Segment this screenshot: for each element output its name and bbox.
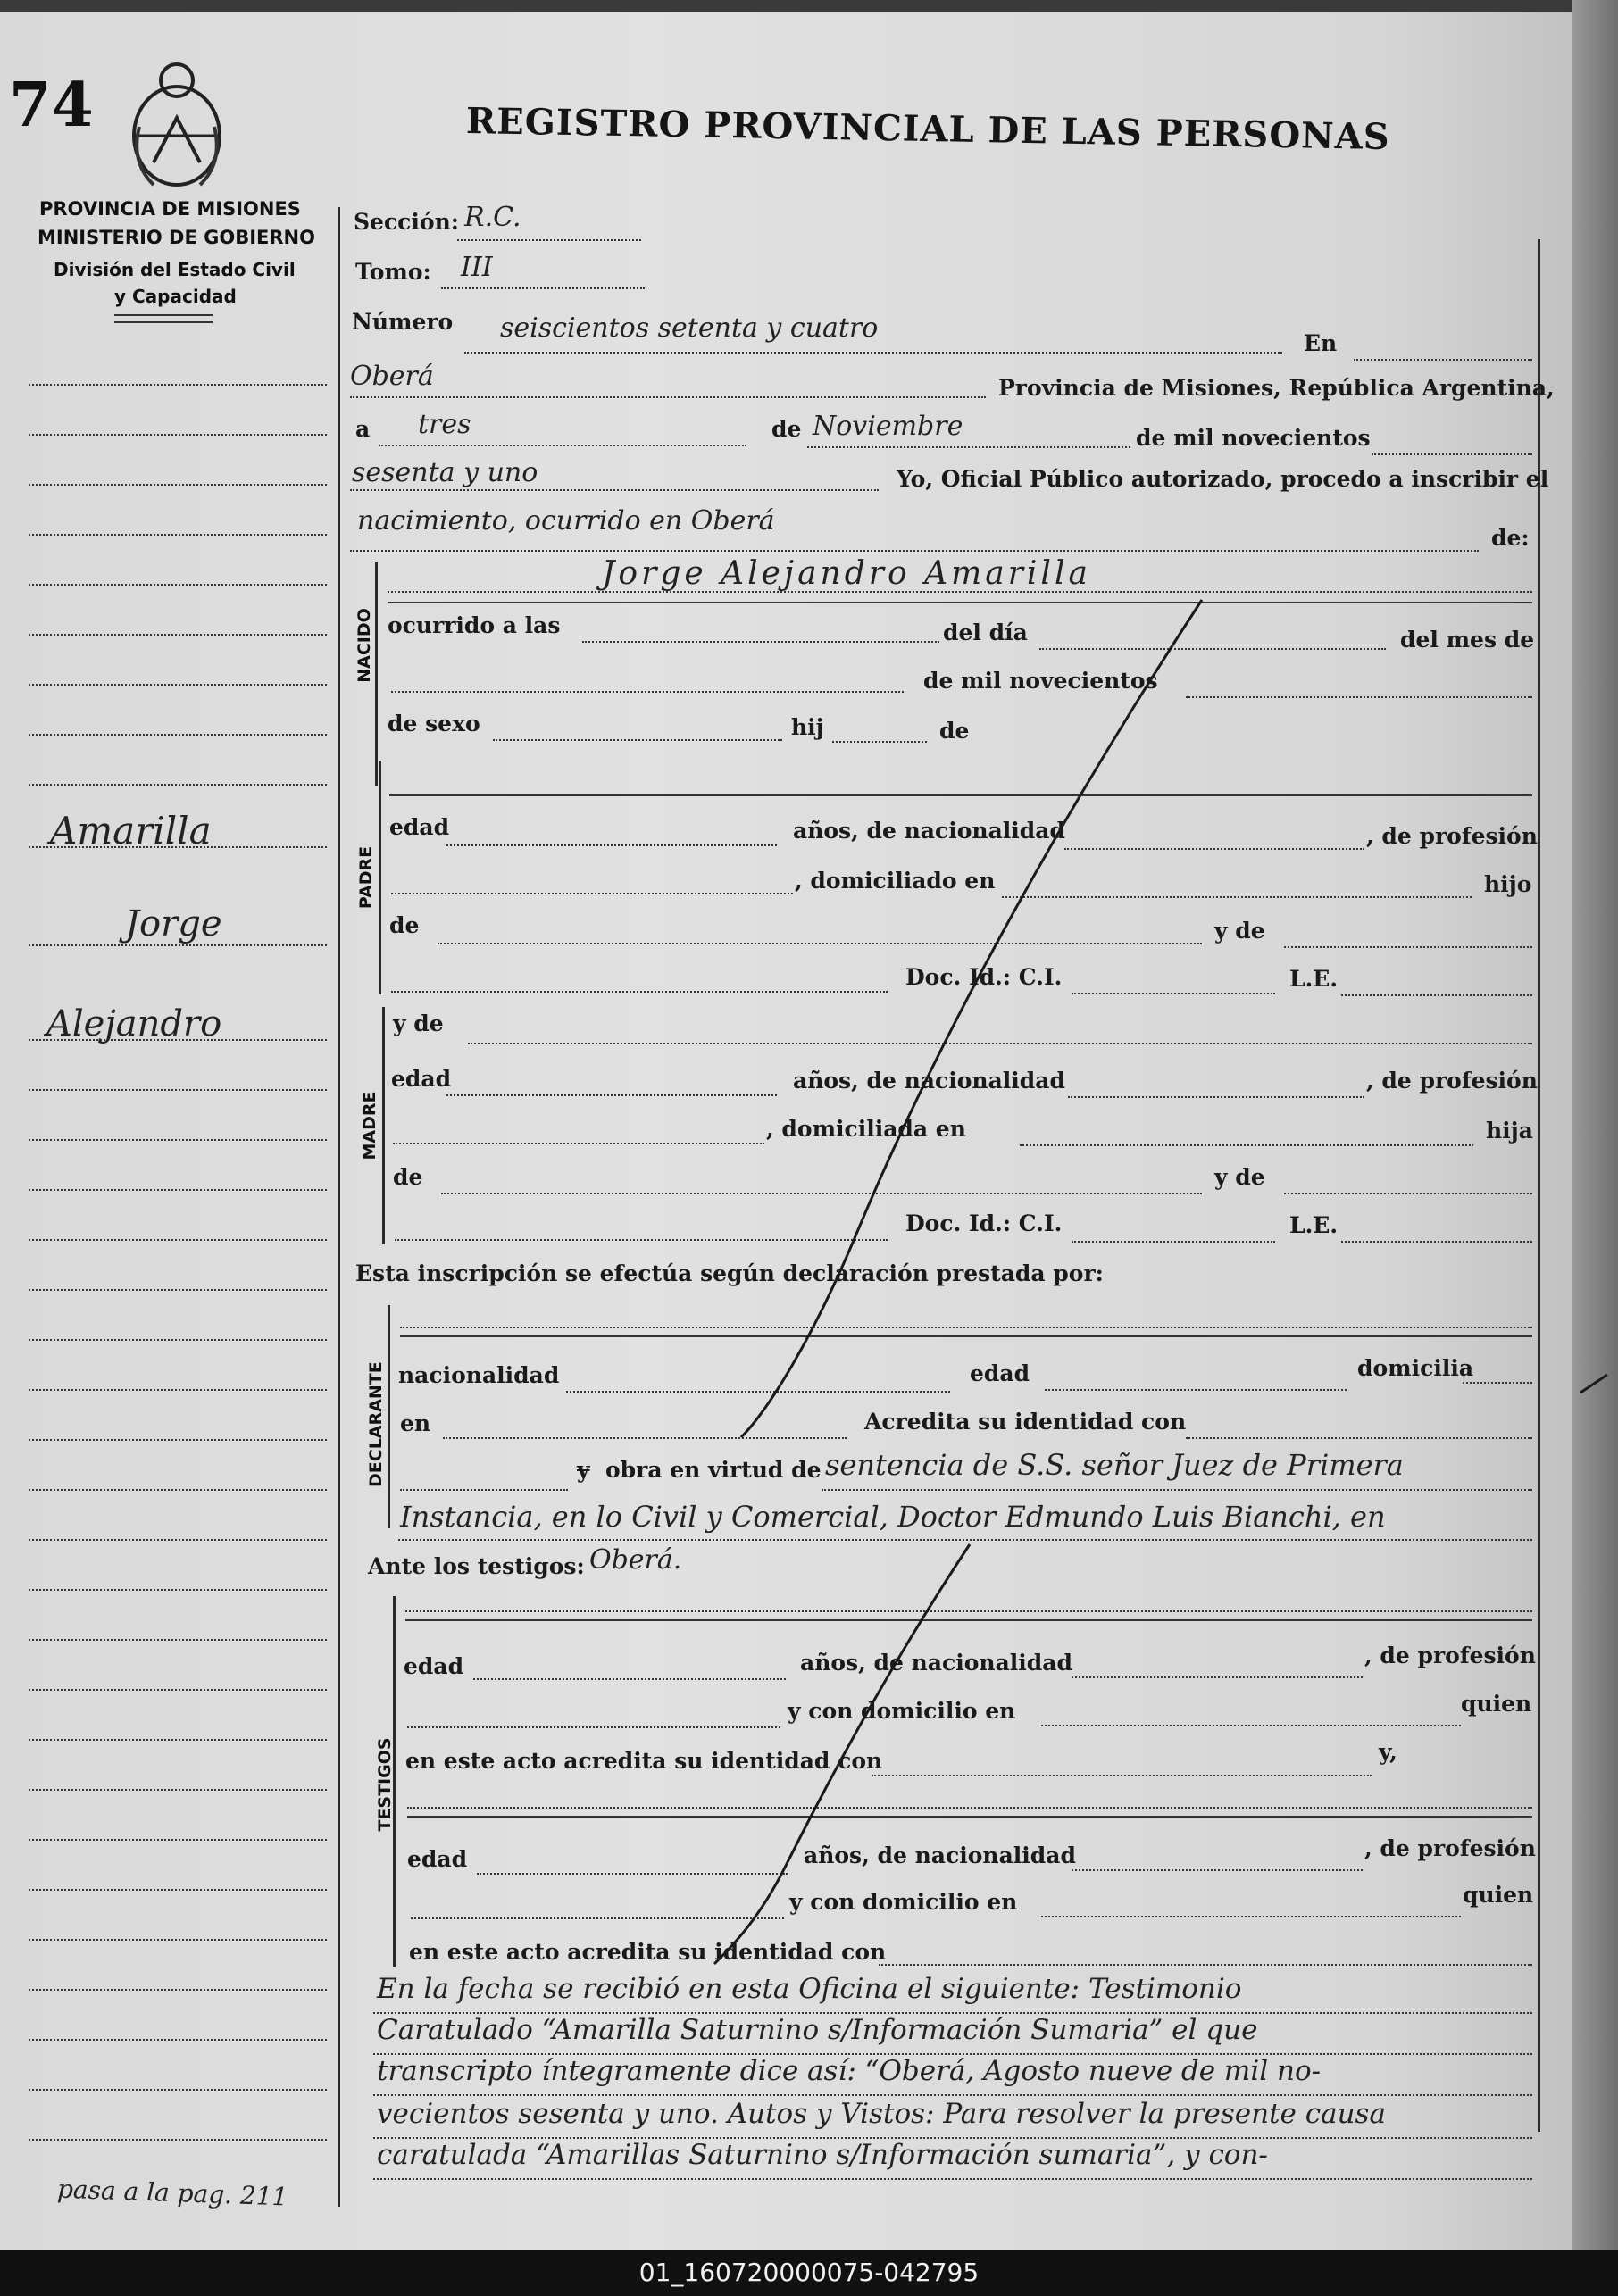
oficial-text: Yo, Oficial Público autorizado, procedo a inscribir el [897,466,1549,492]
seccion-value: R.C. [464,202,521,233]
testigo1-quien-text: quien [1461,1691,1532,1717]
hij-text: hij [791,714,824,740]
declarante-edad-text: edad [970,1360,1030,1386]
padre-hijo-text: hijo [1484,871,1532,897]
testigo1-anos-nac-text: años, de nacionalidad [800,1650,1072,1676]
madre-y-de-text: y de [393,1011,444,1036]
testigo1-edad-text: edad [404,1653,464,1679]
padre-domiciliado-text: , domiciliado en [795,868,996,894]
year-value: sesenta y uno [352,457,538,488]
nacido-de-text: de [939,718,970,744]
madre-doc-text: Doc. Id.: C.I. [905,1210,1063,1236]
testigo2-y-con-text: y con domicilio en [789,1889,1018,1915]
a-label: a [355,416,371,442]
testigos-section-label: TESTIGOS [375,1737,395,1832]
madre-hija-text: hija [1486,1118,1533,1144]
ante-value: Oberá. [589,1544,682,1576]
month-value: Noviembre [813,411,963,442]
del-mes-text: del mes de [1400,627,1535,653]
del-dia-text: del día [943,620,1028,645]
registrant-name: Jorge Alejandro Amarilla [602,555,1091,592]
numero-label: Número [352,309,454,335]
note-line-3: transcripto íntegramente dice así: “Oberá, Agosto nueve de mil no- [377,2055,1322,2087]
madre-section-label: MADRE [360,1091,379,1160]
ante-text: Ante los testigos: [368,1553,585,1579]
seccion-label: Sección: [354,209,459,235]
madre-profesion-text: , de profesión [1366,1068,1538,1094]
place-value: Oberá [350,361,434,392]
padre-de-text: de [389,912,420,938]
provincia-text: Provincia de Misiones, República Argentina, [998,375,1555,401]
sidebar-surname: Amarilla [50,809,212,853]
ocurrido-text: ocurrido a las [388,612,561,638]
agency-line-3: División del Estado Civil [54,259,296,280]
tomo-label: Tomo: [355,259,431,285]
testigo1-y-text: y, [1379,1739,1397,1765]
madre-domiciliada-text: , domiciliada en [766,1116,966,1142]
padre-section-label: PADRE [356,845,376,910]
declaracion-text: Esta inscripción se efectúa según declaración prestada por: [355,1260,1104,1286]
testigo2-profesion-text: , de profesión [1364,1835,1536,1861]
declarante-nacionalidad-text: nacionalidad [398,1362,560,1388]
padre-profesion-text: , de profesión [1366,823,1538,849]
de-label: de [771,416,802,442]
note-line-4: vecientos sesenta y uno. Autos y Vistos: Para resolver la presente causa [377,2098,1386,2130]
declarante-acredita-text: Acredita su identidad con [864,1409,1187,1435]
testigo1-profesion-text: , de profesión [1364,1643,1536,1668]
day-value: tres [418,409,471,440]
obra-value-2: Instancia, en lo Civil y Comercial, Doctor Edmundo Luis Bianchi, en [400,1500,1386,1534]
testigo2-anos-nac-text: años, de nacionalidad [804,1843,1076,1868]
padre-doc-text: Doc. Id.: C.I. [905,964,1063,990]
madre-anos-nac-text: años, de nacionalidad [793,1068,1065,1094]
padre-edad-text: edad [389,814,450,840]
testigo1-y-con-text: y con domicilio en [788,1698,1016,1724]
testigo2-edad-text: edad [407,1846,468,1872]
image-id-footer: 01_160720000075-042795 [0,2250,1618,2296]
obra-value-1: sentencia de S.S. señor Juez de Primera [825,1448,1404,1482]
testigo2-acredita-text: en este acto acredita su identidad con [409,1939,887,1965]
note-line-5: caratulada “Amarillas Saturnino s/Información sumaria”, y con- [377,2139,1268,2171]
declarante-en-text: en [400,1410,431,1436]
padre-y-de-text: y de [1214,918,1265,944]
declarante-section-label: DECLARANTE [366,1361,386,1487]
madre-le-text: L.E. [1289,1212,1339,1238]
madre-edad-text: edad [391,1066,452,1092]
act-value: nacimiento, ocurrido en Oberá [357,505,775,537]
madre-de-text: de [393,1164,423,1190]
document-title: REGISTRO PROVINCIAL DE LAS PERSONAS [465,100,1391,159]
padre-le-text: L.E. [1289,966,1339,992]
sidebar-bottom-note: pasa a la pag. 211 [56,2174,289,2212]
sidebar-first-name: Jorge [125,903,222,944]
tomo-value: III [461,252,493,283]
declarante-domicilia-text: domicilia [1357,1355,1474,1381]
agency-line-2: MINISTERIO DE GOBIERNO [38,227,315,248]
testigo2-quien-text: quien [1463,1882,1534,1908]
testigo1-acredita-text: en este acto acredita su identidad con [405,1748,883,1774]
agency-line-1: PROVINCIA DE MISIONES [39,198,301,220]
obra-prefix: y [577,1457,590,1483]
sidebar-second-name: Alejandro [46,1003,222,1044]
page-number: 74 [9,70,94,141]
obra-text: obra en virtud de [605,1457,822,1483]
madre-y-de2-text: y de [1214,1164,1265,1190]
numero-value: seiscientos setenta y cuatro [500,312,879,344]
note-line-1: En la fecha se recibió en esta Oficina el siguiente: Testimonio [377,1973,1242,2005]
de-colon-label: de: [1491,525,1530,551]
nacido-mil-nov-text: de mil novecientos [923,668,1158,694]
agency-line-4: y Capacidad [114,286,237,307]
en-label: En [1304,330,1338,356]
note-line-2: Caratulado “Amarilla Saturnino s/Información Sumaria” el que [377,2014,1258,2046]
mil-novecientos-text: de mil novecientos [1136,425,1371,451]
padre-anos-nac-text: años, de nacionalidad [793,818,1065,844]
sexo-text: de sexo [388,711,480,736]
nacido-section-label: NACIDO [354,608,374,683]
